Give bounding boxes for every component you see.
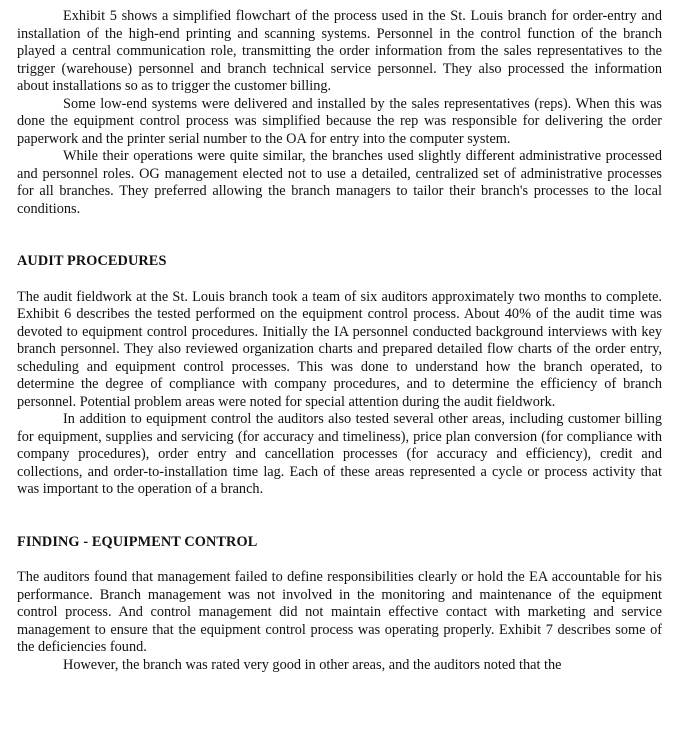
finding-section	[17, 534, 662, 675]
finding-paragraph-1: The auditors found that management failed to define responsibilities clearly or hold the EA accountable for his performance. Branch management was not involved in the monitoring and maintenance of the equipment control process. And control management did not maintain effective contact with marketing and service management to ensure that the equipment control process was operating properly. Exhibit 7 describes some of the deficiencies found.	[17, 569, 662, 655]
audit-procedures-section	[17, 253, 662, 499]
intro-paragraph-3: While their operations were quite similar, the branches used slightly different administrative processed and personnel roles. OG management elected not to use a detailed, centralized set of administrative processes for all branches. They preferred allowing the branch managers to tailor their branch's processes to the local conditions.	[17, 148, 662, 217]
document-page	[17, 8, 662, 674]
intro-section	[17, 8, 662, 218]
audit-paragraph-2: In addition to equipment control the auditors also tested several other areas, including customer billing for equipment, supplies and servicing (for accuracy and timeliness), price plan conversion (for compliance with company procedures), order entry and cancellation processes (for accuracy and efficiency), credit and collections, and order-to-installation time lag. Each of these areas represented a cycle or process activity that was important to the operation of a branch.	[17, 411, 662, 497]
finding-paragraph-2: However, the branch was rated very good in other areas, and the auditors noted that the	[63, 656, 562, 673]
finding-heading: FINDING - EQUIPMENT CONTROL	[17, 533, 258, 550]
audit-procedures-heading: AUDIT PROCEDURES	[17, 253, 167, 269]
audit-paragraph-1: The audit fieldwork at the St. Louis branch took a team of six auditors approximately two months to complete. Exhibit 6 describes the tested performed on the equipment control process. About 40% of the audit time was devoted to equipment control procedures. Initially the IA personnel conducted background interviews with key branch personnel. They also reviewed organization charts and prepared detailed flow charts of the order entry, scheduling and equipment control processes. This was done to understand how the branch operated, to determine the degree of compliance with company procedures, and to determine the efficiency of branch personnel. Potential problem areas were noted for special attention during the audit fieldwork.	[17, 288, 662, 410]
intro-paragraph-2: Some low-end systems were delivered and installed by the sales representatives (reps). When this was done the equipment control process was simplified because the rep was responsible for delivering the order paperwork and the printer serial number to the OA for entry into the computer system.	[17, 95, 662, 147]
intro-paragraph-1: Exhibit 5 shows a simplified flowchart of the process used in the St. Louis branch for order-entry and installation of the high-end printing and scanning systems. Personnel in the control function of the branch played a central communication role, transmitting the order information from the sales representatives to the trigger (warehouse) personnel and branch technical service personnel. They also processed the information about installations so as to trigger the customer billing.	[17, 8, 662, 94]
